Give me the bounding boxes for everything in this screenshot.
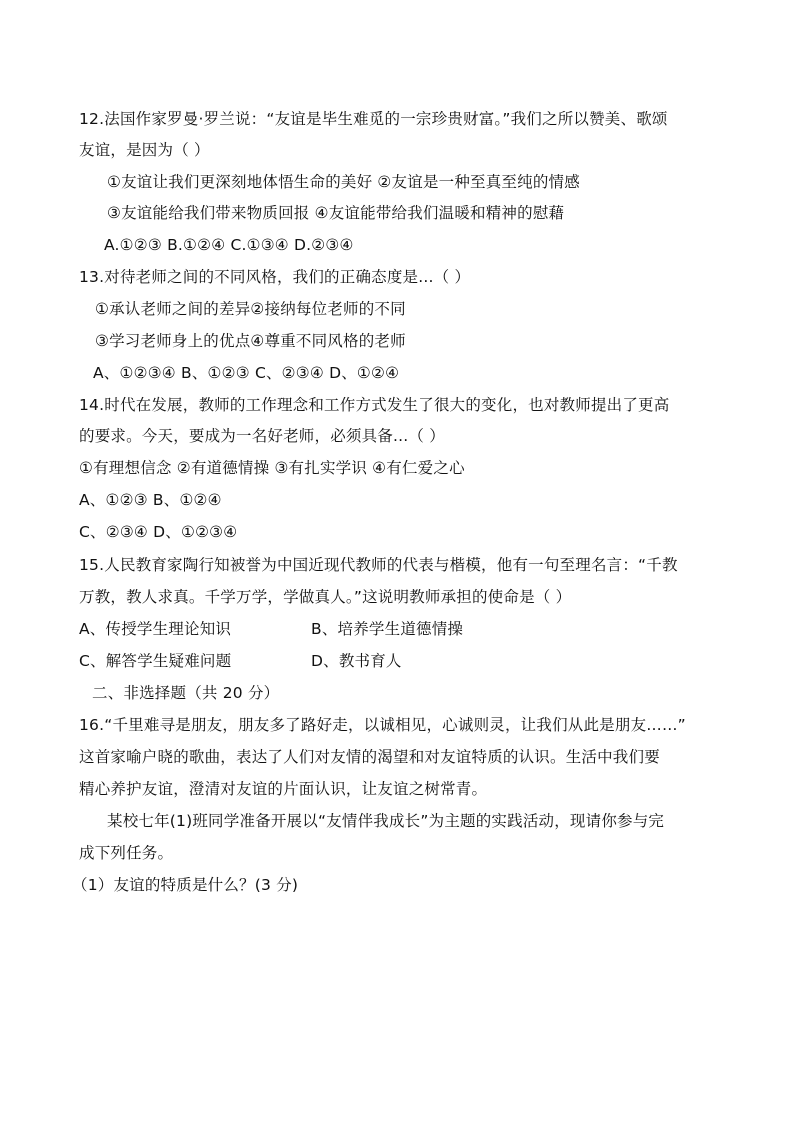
q12-stem-line1: 12.法国作家罗曼·罗兰说：“友谊是毕生难觅的一宗珍贵财富。”我们之所以赞美、歌颂 xyxy=(79,110,668,128)
q15-choice-c: C、解答学生疑难问题 xyxy=(79,652,232,670)
q14-options: ①有理想信念 ②有道德情操 ③有扎实学识 ④有仁爱之心 xyxy=(79,459,465,477)
section2-heading: 二、非选择题（共 20 分） xyxy=(92,684,280,702)
q16-subquestion-1: （1）友谊的特质是什么？(3 分) xyxy=(72,876,299,894)
q15-choice-a: A、传授学生理论知识 xyxy=(79,620,232,638)
q13-choices: A、①②③④ B、①②③ C、②③④ D、①②④ xyxy=(93,364,400,382)
q12-choices: A.①②③ B.①②④ C.①③④ D.②③④ xyxy=(104,236,354,254)
q13-options-line2: ③学习老师身上的优点④尊重不同风格的老师 xyxy=(95,332,406,350)
q14-choices-line1: A、①②③ B、①②④ xyxy=(79,491,222,509)
q12-options-line1: ①友谊让我们更深刻地体悟生命的美好 ②友谊是一种至真至纯的情感 xyxy=(107,173,580,191)
q16-para2-line1: 某校七年(1)班同学准备开展以“友情伴我成长”为主题的实践活动，现请你参与完 xyxy=(107,812,665,830)
q16-line1: 16.“千里难寻是朋友，朋友多了路好走，以诚相见，心诚则灵，让我们从此是朋友……” xyxy=(79,716,686,734)
q13-stem: 13.对待老师之间的不同风格，我们的正确态度是...（ ） xyxy=(79,268,471,286)
q16-line2: 这首家喻户晓的歌曲，表达了人们对友情的渴望和对友谊特质的认识。生活中我们要 xyxy=(79,748,660,766)
q16-line3: 精心养护友谊，澄清对友谊的片面认识，让友谊之树常青。 xyxy=(79,780,488,798)
q15-choice-d: D、教书育人 xyxy=(311,652,402,670)
q15-stem-line1: 15.人民教育家陶行知被誉为中国近现代教师的代表与楷模，他有一句至理名言：“千教 xyxy=(79,556,678,574)
q15-choices-row1 xyxy=(79,619,231,639)
q16-para2-line2: 成下列任务。 xyxy=(79,844,174,862)
q14-choices-line2: C、②③④ D、①②③④ xyxy=(79,523,238,541)
q15-choice-b: B、培养学生道德情操 xyxy=(311,620,464,638)
q12-options-line2: ③友谊能给我们带来物质回报 ④友谊能带给我们温暖和精神的慰藉 xyxy=(107,204,565,222)
q12-stem-line2: 友谊，是因为（ ） xyxy=(79,141,210,159)
q14-stem-line2: 的要求。今天，要成为一名好老师，必须具备...（ ） xyxy=(79,427,445,445)
q14-stem-line1: 14.时代在发展，教师的工作理念和工作方式发生了很大的变化，也对教师提出了更高 xyxy=(79,396,670,414)
q13-options-line1: ①承认老师之间的差异②接纳每位老师的不同 xyxy=(95,300,406,318)
q15-stem-line2: 万教，教人求真。千学万学，学做真人。”这说明教师承担的使命是（ ） xyxy=(79,588,572,606)
